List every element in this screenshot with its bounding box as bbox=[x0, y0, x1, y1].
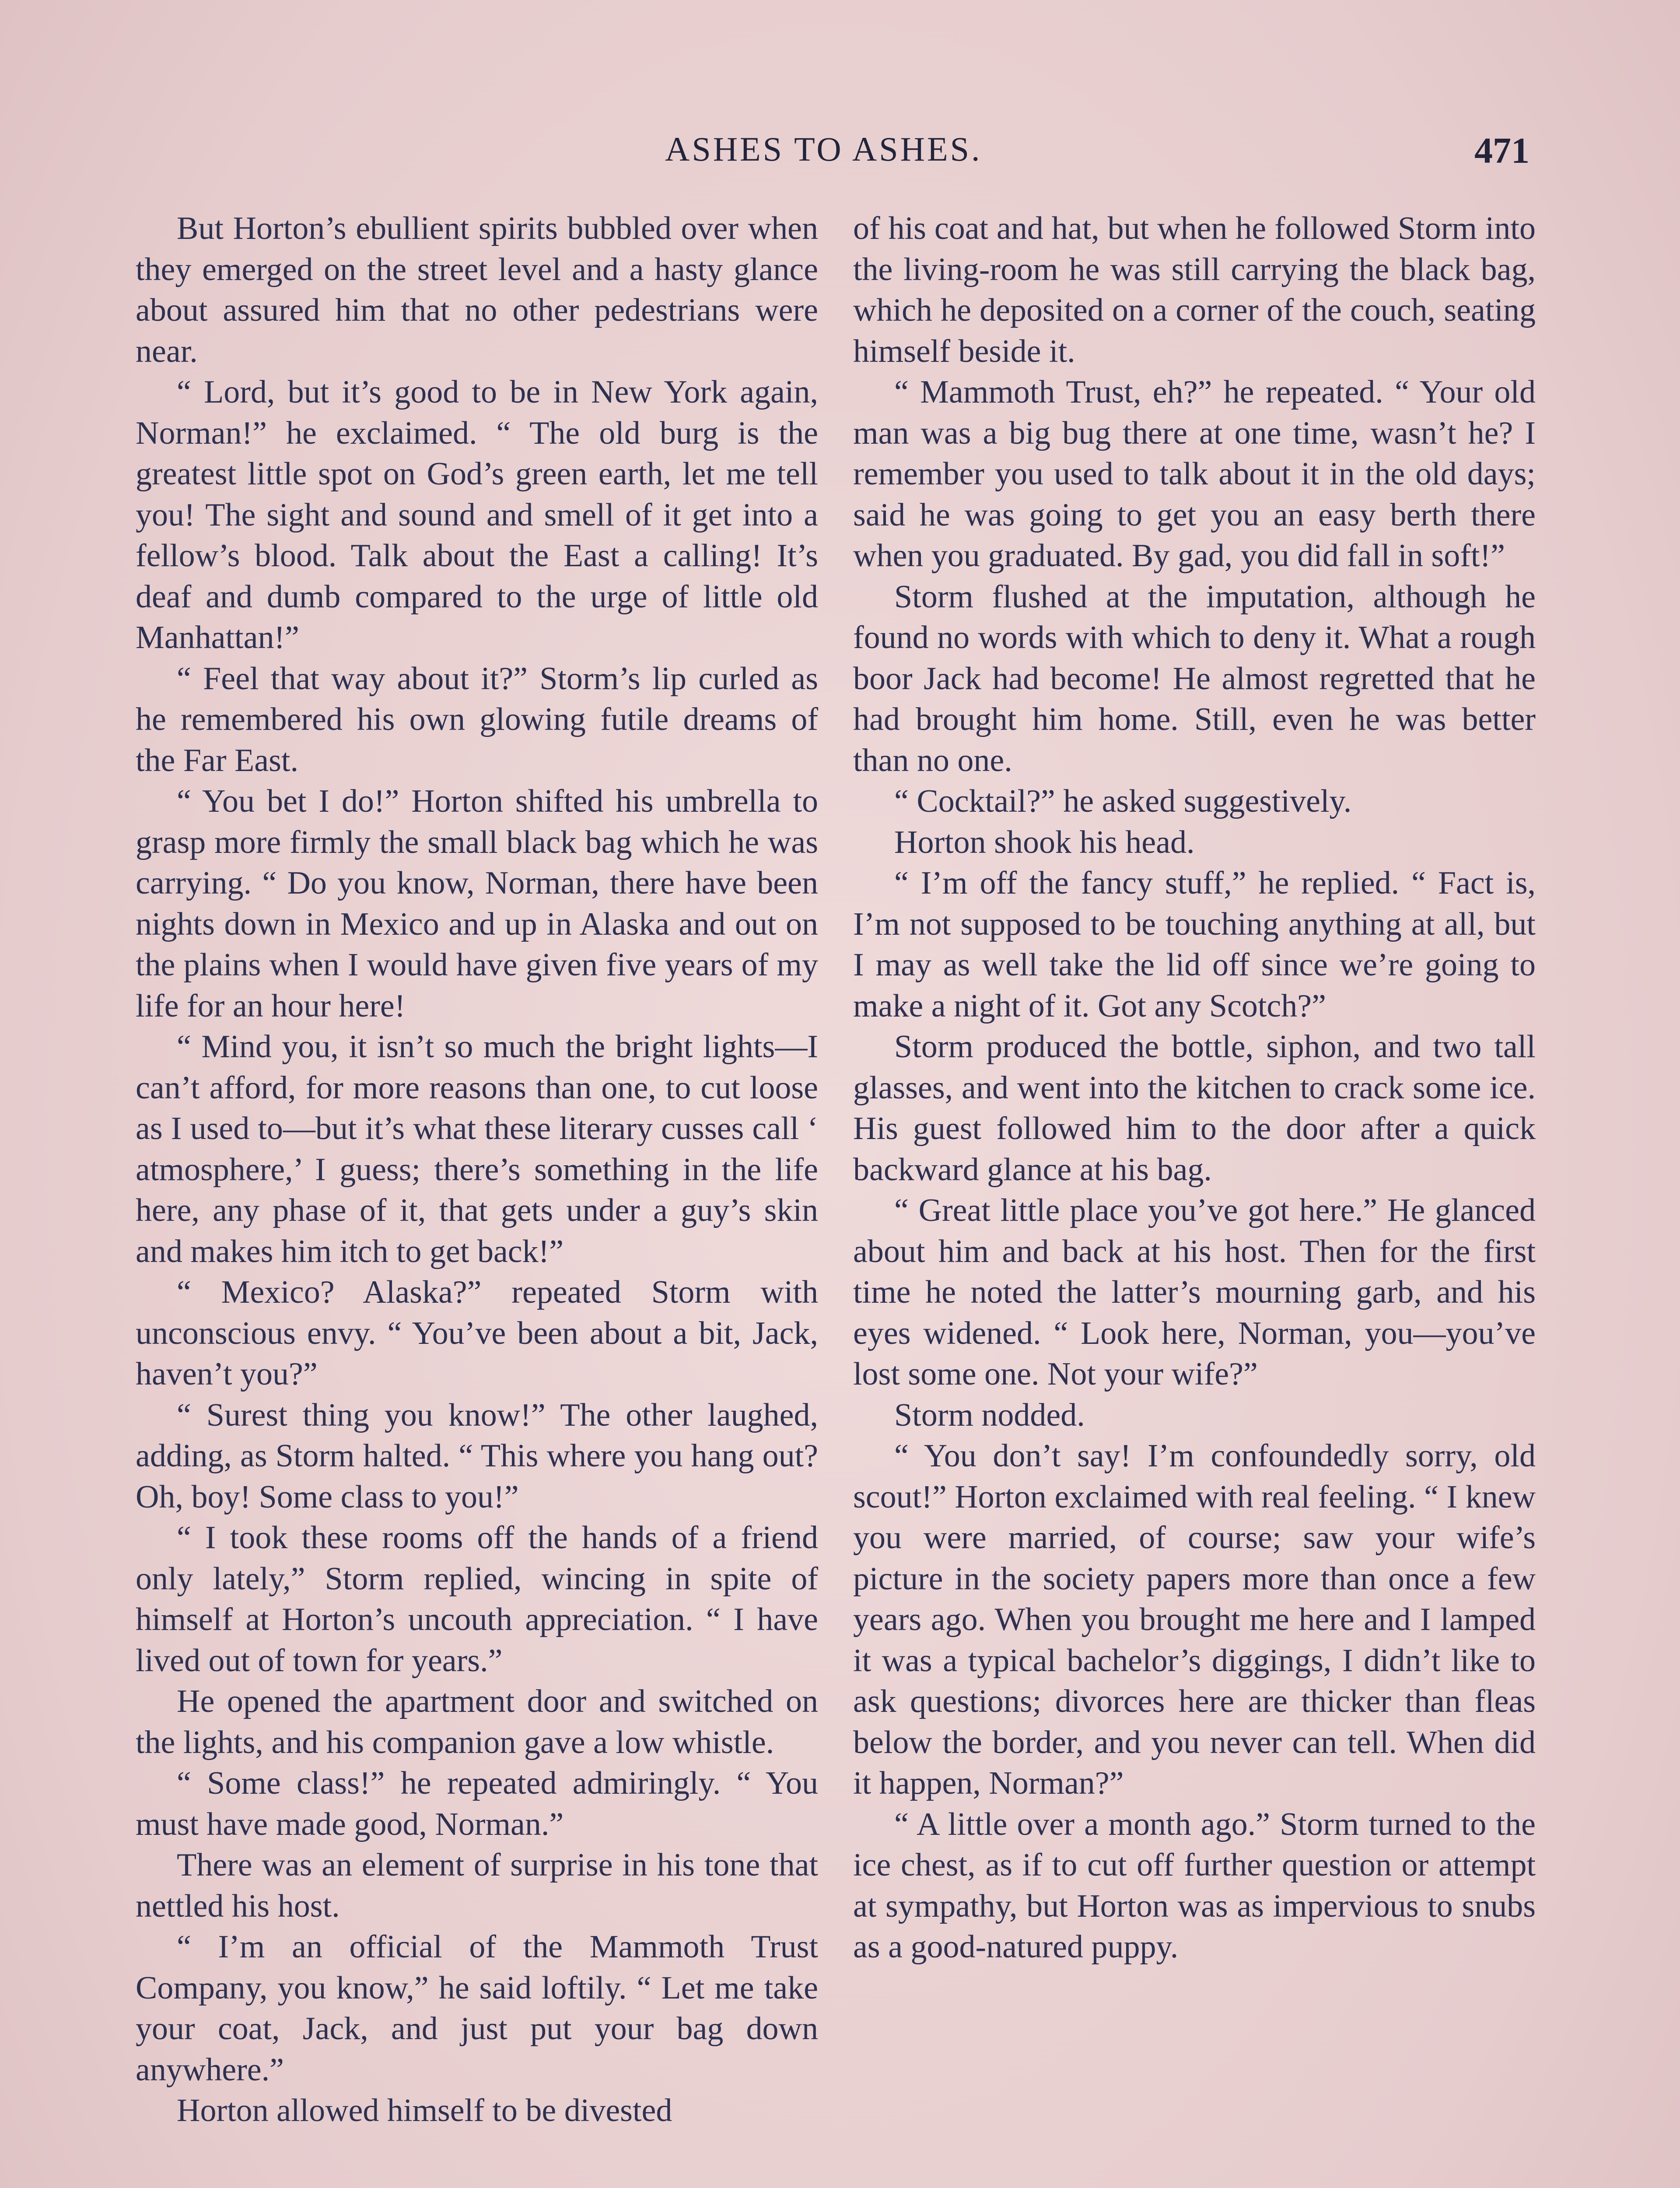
paragraph: Storm nodded. bbox=[894, 1397, 1085, 1433]
paragraph: “ You bet I do!” Horton shifted his umbrella to grasp more firmly the small black bag which he was carrying. “ Do you know, Norman, there have been nights down in Mexico and up in Alaska and out on the plains when I would have given five years of my life for an hour here! bbox=[136, 783, 818, 1024]
paragraph: “ Mind you, it isn’t so much the bright lights—I can’t afford, for more reasons than one, to cut loose as I used to—but it’s what these literary cusses call ‘ atmosphere,’ I guess; there’s something in the life here, any phase of it, that gets under a guy’s skin and makes him itch to get back!” bbox=[136, 1029, 818, 1269]
running-title: ASHES TO ASHES. bbox=[665, 130, 982, 168]
paragraph: “ I’m an official of the Mammoth Trust Company, you know,” he said loftily. “ Let me take your coat, Jack, and just put your bag down anywhere.” bbox=[136, 1929, 818, 2088]
paragraph: He opened the apartment door and switched on the lights, and his companion gave a low whistle. bbox=[136, 1683, 818, 1760]
paragraph: “ Surest thing you know!” The other laughed, adding, as Storm halted. “ This where you hang out? Oh, boy! Some class to you!” bbox=[136, 1397, 818, 1515]
paragraph: But Horton’s ebullient spirits bubbled over when they emerged on the street level and a hasty glance about assured him that no other pedestrians were near. bbox=[136, 210, 818, 369]
paragraph: “ Feel that way about it?” Storm’s lip curled as he remembered his own glowing futile dreams of the Far East. bbox=[136, 660, 818, 778]
paragraph: “ Mexico? Alaska?” repeated Storm with unconscious envy. “ You’ve been about a bit, Jack, haven’t you?” bbox=[136, 1274, 818, 1392]
paragraph: “ Mammoth Trust, eh?” he repeated. “ Your old man was a big bug there at one time, wasn’t he? I remember you used to talk about it in the old days; said he was going to get you an easy berth there when you graduated. By gad, you did fall in soft!” bbox=[853, 374, 1536, 574]
paragraph: There was an element of surprise in his tone that nettled his host. bbox=[136, 1847, 818, 1924]
paragraph: “ Great little place you’ve got here.” He glanced about him and back at his host. Then for the first time he noted the latter’s mourning garb, and his eyes widened. “ Look here, Norman, you—you’ve lost some one. Not your wife?” bbox=[853, 1192, 1536, 1392]
paragraph: Storm produced the bottle, siphon, and two tall glasses, and went into the kitchen to crack some ice. His guest followed him to the door after a quick backward glance at his bag. bbox=[853, 1029, 1536, 1188]
paragraph: “ A little over a month ago.” Storm turned to the ice chest, as if to cut off further question or attempt at sympathy, but Horton was as impervious to snubs as a good-natured puppy. bbox=[853, 1806, 1536, 1965]
paragraph: “ Some class!” he repeated admiringly. “ You must have made good, Norman.” bbox=[136, 1765, 818, 1842]
paragraph: “ You don’t say! I’m confoundedly sorry, old scout!” Horton exclaimed with real feeling. “ I knew you were married, of course; saw your wife’s picture in the society papers more than once a few years ago. When you brought me here and I lamped it was a typical bachelor’s diggings, I didn’t like to ask questions; divorces here are thicker than fleas below the border, and you never can tell. When did it happen, Norman?” bbox=[853, 1438, 1536, 1801]
left-column bbox=[136, 208, 818, 2132]
paragraph: “ Lord, but it’s good to be in New York again, Norman!” he exclaimed. “ The old burg is the greatest little spot on God’s green earth, let me tell you! The sight and sound and smell of it get into a fellow’s blood. Talk about the East a calling! It’s deaf and dumb compared to the urge of little old Manhattan!” bbox=[136, 374, 818, 656]
page-number: 471 bbox=[1474, 130, 1530, 171]
paragraph: Horton shook his head. bbox=[894, 824, 1195, 860]
paragraph: Horton allowed himself to be divested bbox=[177, 2093, 672, 2128]
paragraph: Storm flushed at the imputation, although he found no words with which to deny it. What a rough boor Jack had become! He almost regretted that he had brought him home. Still, even he was better than no one. bbox=[853, 579, 1536, 778]
paragraph: “ I took these rooms off the hands of a friend only lately,” Storm replied, wincing in spite of himself at Horton’s uncouth appreciation. “ I have lived out of town for years.” bbox=[136, 1520, 818, 1679]
right-column bbox=[853, 208, 1536, 1968]
paragraph-continued: of his coat and hat, but when he followed Storm into the living-room he was still carrying the black bag, which he deposited on a corner of the couch, seating himself beside it. bbox=[853, 210, 1536, 369]
paragraph: “ I’m off the fancy stuff,” he replied. “ Fact is, I’m not supposed to be touching anything at all, but I may as well take the lid off since we’re going to make a night of it. Got any Scotch?” bbox=[853, 865, 1536, 1024]
paragraph: “ Cocktail?” he asked suggestively. bbox=[894, 783, 1352, 819]
